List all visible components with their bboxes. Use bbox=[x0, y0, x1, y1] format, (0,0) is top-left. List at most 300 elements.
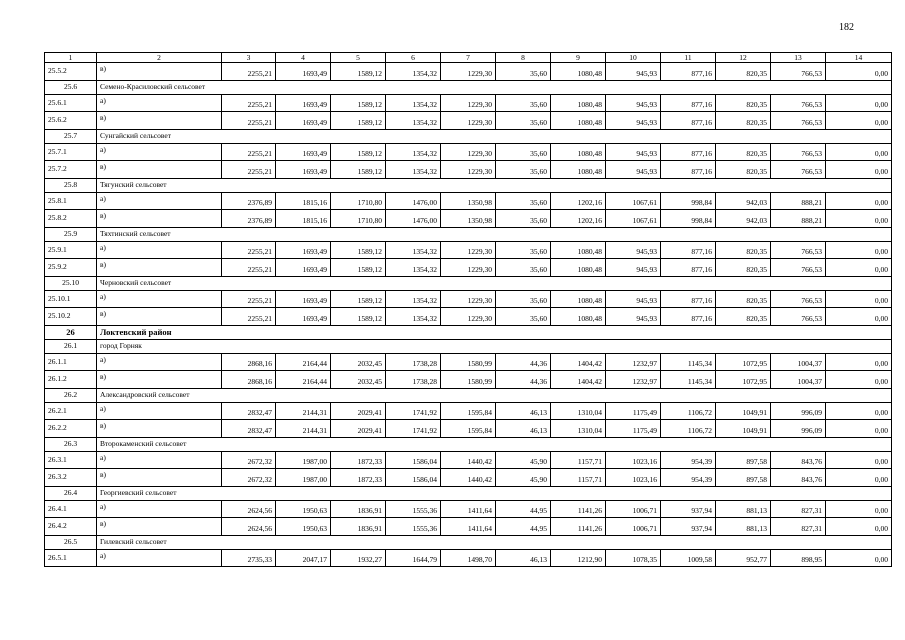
row-subitem: а) bbox=[97, 402, 222, 420]
value-cell: 1080,48 bbox=[551, 259, 606, 277]
value-cell: 1644,79 bbox=[386, 549, 441, 567]
value-cell: 46,13 bbox=[496, 549, 551, 567]
value-cell: 1310,04 bbox=[551, 402, 606, 420]
value-cell: 2255,21 bbox=[222, 112, 276, 130]
row-code: 26.1.1 bbox=[45, 353, 97, 371]
column-number-cell: 9 bbox=[551, 53, 606, 63]
value-cell: 2255,21 bbox=[222, 241, 276, 259]
value-cell: 0,00 bbox=[826, 63, 892, 81]
value-cell: 820,35 bbox=[716, 143, 771, 161]
settlement-heading-row bbox=[45, 178, 892, 192]
settlement-name: Черновский сельсовет bbox=[97, 276, 892, 290]
table-row bbox=[45, 420, 892, 438]
value-cell: 1693,49 bbox=[276, 143, 331, 161]
value-cell: 996,09 bbox=[771, 402, 826, 420]
column-number-cell: 4 bbox=[276, 53, 331, 63]
row-code: 26.2.2 bbox=[45, 420, 97, 438]
value-cell: 1589,12 bbox=[331, 290, 386, 308]
value-cell: 1229,30 bbox=[441, 259, 496, 277]
value-cell: 1080,48 bbox=[551, 161, 606, 179]
value-cell: 952,77 bbox=[716, 549, 771, 567]
table-row bbox=[45, 94, 892, 112]
value-cell: 1072,95 bbox=[716, 371, 771, 389]
value-cell: 1738,28 bbox=[386, 353, 441, 371]
value-cell: 35,60 bbox=[496, 143, 551, 161]
value-cell: 2255,21 bbox=[222, 161, 276, 179]
settlement-heading-row bbox=[45, 486, 892, 500]
value-cell: 2832,47 bbox=[222, 420, 276, 438]
row-code: 26.2 bbox=[45, 388, 97, 402]
column-number-cell: 5 bbox=[331, 53, 386, 63]
value-cell: 2047,17 bbox=[276, 549, 331, 567]
value-cell: 766,53 bbox=[771, 308, 826, 326]
value-cell: 1555,36 bbox=[386, 500, 441, 518]
value-cell: 820,35 bbox=[716, 308, 771, 326]
value-cell: 1145,34 bbox=[661, 371, 716, 389]
value-cell: 1004,37 bbox=[771, 353, 826, 371]
value-cell: 1175,49 bbox=[606, 420, 661, 438]
column-number-cell: 8 bbox=[496, 53, 551, 63]
value-cell: 1350,98 bbox=[441, 210, 496, 228]
value-cell: 35,60 bbox=[496, 308, 551, 326]
value-cell: 1498,70 bbox=[441, 549, 496, 567]
value-cell: 1023,16 bbox=[606, 469, 661, 487]
value-cell: 35,60 bbox=[496, 210, 551, 228]
value-cell: 820,35 bbox=[716, 63, 771, 81]
value-cell: 2029,41 bbox=[331, 402, 386, 420]
row-code: 26.5 bbox=[45, 535, 97, 549]
table-row bbox=[45, 161, 892, 179]
row-subitem: а) bbox=[97, 290, 222, 308]
row-subitem: в) bbox=[97, 112, 222, 130]
value-cell: 1987,00 bbox=[276, 451, 331, 469]
value-cell: 820,35 bbox=[716, 94, 771, 112]
value-cell: 1106,72 bbox=[661, 420, 716, 438]
value-cell: 0,00 bbox=[826, 518, 892, 536]
value-cell: 0,00 bbox=[826, 259, 892, 277]
value-cell: 46,13 bbox=[496, 402, 551, 420]
table-row bbox=[45, 402, 892, 420]
value-cell: 945,93 bbox=[606, 308, 661, 326]
value-cell: 1141,26 bbox=[551, 500, 606, 518]
value-cell: 35,60 bbox=[496, 63, 551, 81]
row-code: 26.3 bbox=[45, 437, 97, 451]
value-cell: 1815,16 bbox=[276, 210, 331, 228]
table-row bbox=[45, 371, 892, 389]
value-cell: 1741,92 bbox=[386, 420, 441, 438]
row-subitem: а) bbox=[97, 143, 222, 161]
value-cell: 942,03 bbox=[716, 210, 771, 228]
district-heading-row bbox=[45, 325, 892, 339]
value-cell: 820,35 bbox=[716, 112, 771, 130]
value-cell: 1354,32 bbox=[386, 241, 441, 259]
value-cell: 2029,41 bbox=[331, 420, 386, 438]
value-cell: 1354,32 bbox=[386, 143, 441, 161]
value-cell: 888,21 bbox=[771, 192, 826, 210]
row-code: 25.7.1 bbox=[45, 143, 97, 161]
column-number-cell: 6 bbox=[386, 53, 441, 63]
page-number: 182 bbox=[839, 22, 854, 33]
value-cell: 0,00 bbox=[826, 290, 892, 308]
value-cell: 1157,71 bbox=[551, 469, 606, 487]
table-row bbox=[45, 290, 892, 308]
value-cell: 1710,80 bbox=[331, 192, 386, 210]
value-cell: 1693,49 bbox=[276, 63, 331, 81]
value-cell: 1476,00 bbox=[386, 192, 441, 210]
value-cell: 1141,26 bbox=[551, 518, 606, 536]
value-cell: 44,36 bbox=[496, 353, 551, 371]
value-cell: 1411,64 bbox=[441, 518, 496, 536]
row-subitem: в) bbox=[97, 371, 222, 389]
value-cell: 44,95 bbox=[496, 500, 551, 518]
value-cell: 937,94 bbox=[661, 518, 716, 536]
value-cell: 820,35 bbox=[716, 259, 771, 277]
value-cell: 1693,49 bbox=[276, 259, 331, 277]
value-cell: 2144,31 bbox=[276, 402, 331, 420]
value-cell: 766,53 bbox=[771, 63, 826, 81]
value-cell: 766,53 bbox=[771, 94, 826, 112]
settlement-heading-row bbox=[45, 80, 892, 94]
value-cell: 2255,21 bbox=[222, 308, 276, 326]
row-code: 25.8 bbox=[45, 178, 97, 192]
value-cell: 1872,33 bbox=[331, 469, 386, 487]
value-cell: 1589,12 bbox=[331, 259, 386, 277]
value-cell: 35,60 bbox=[496, 161, 551, 179]
value-cell: 1080,48 bbox=[551, 143, 606, 161]
column-number-cell: 3 bbox=[222, 53, 276, 63]
value-cell: 1067,61 bbox=[606, 210, 661, 228]
value-cell: 35,60 bbox=[496, 192, 551, 210]
value-cell: 998,84 bbox=[661, 192, 716, 210]
row-code: 26.4 bbox=[45, 486, 97, 500]
column-number-cell: 2 bbox=[97, 53, 222, 63]
value-cell: 945,93 bbox=[606, 259, 661, 277]
value-cell: 1072,95 bbox=[716, 353, 771, 371]
value-cell: 2672,32 bbox=[222, 451, 276, 469]
row-code: 25.7 bbox=[45, 129, 97, 143]
column-number-cell: 10 bbox=[606, 53, 661, 63]
value-cell: 1836,91 bbox=[331, 500, 386, 518]
value-cell: 766,53 bbox=[771, 143, 826, 161]
value-cell: 1006,71 bbox=[606, 500, 661, 518]
value-cell: 1411,64 bbox=[441, 500, 496, 518]
value-cell: 1354,32 bbox=[386, 112, 441, 130]
value-cell: 942,03 bbox=[716, 192, 771, 210]
value-cell: 1595,84 bbox=[441, 420, 496, 438]
value-cell: 1049,91 bbox=[716, 402, 771, 420]
value-cell: 1589,12 bbox=[331, 63, 386, 81]
value-cell: 1202,16 bbox=[551, 192, 606, 210]
value-cell: 877,16 bbox=[661, 112, 716, 130]
row-subitem: а) bbox=[97, 549, 222, 567]
value-cell: 1009,58 bbox=[661, 549, 716, 567]
value-cell: 881,13 bbox=[716, 518, 771, 536]
value-cell: 1404,42 bbox=[551, 371, 606, 389]
value-cell: 1232,97 bbox=[606, 371, 661, 389]
value-cell: 35,60 bbox=[496, 259, 551, 277]
row-code: 26.2.1 bbox=[45, 402, 97, 420]
value-cell: 1212,90 bbox=[551, 549, 606, 567]
value-cell: 0,00 bbox=[826, 161, 892, 179]
settlement-heading-row bbox=[45, 535, 892, 549]
table-row bbox=[45, 63, 892, 81]
value-cell: 843,76 bbox=[771, 451, 826, 469]
row-subitem: а) bbox=[97, 353, 222, 371]
row-subitem: в) bbox=[97, 518, 222, 536]
row-code: 25.10.1 bbox=[45, 290, 97, 308]
row-code: 26.4.1 bbox=[45, 500, 97, 518]
value-cell: 1710,80 bbox=[331, 210, 386, 228]
value-cell: 1080,48 bbox=[551, 241, 606, 259]
value-cell: 1310,04 bbox=[551, 420, 606, 438]
value-cell: 1354,32 bbox=[386, 290, 441, 308]
value-cell: 1006,71 bbox=[606, 518, 661, 536]
table-row bbox=[45, 353, 892, 371]
value-cell: 843,76 bbox=[771, 469, 826, 487]
value-cell: 877,16 bbox=[661, 308, 716, 326]
settlement-heading-row bbox=[45, 276, 892, 290]
value-cell: 2624,56 bbox=[222, 500, 276, 518]
row-subitem: а) bbox=[97, 192, 222, 210]
value-cell: 1145,34 bbox=[661, 353, 716, 371]
table-row bbox=[45, 308, 892, 326]
settlement-name: Александровский сельсовет bbox=[97, 388, 892, 402]
row-subitem: в) bbox=[97, 420, 222, 438]
row-code: 25.7.2 bbox=[45, 161, 97, 179]
value-cell: 1589,12 bbox=[331, 161, 386, 179]
value-cell: 1354,32 bbox=[386, 94, 441, 112]
value-cell: 45,90 bbox=[496, 469, 551, 487]
settlement-name: Сунгайский сельсовет bbox=[97, 129, 892, 143]
value-cell: 2255,21 bbox=[222, 94, 276, 112]
value-cell: 1555,36 bbox=[386, 518, 441, 536]
table-row bbox=[45, 210, 892, 228]
value-cell: 945,93 bbox=[606, 63, 661, 81]
value-cell: 0,00 bbox=[826, 308, 892, 326]
value-cell: 2868,16 bbox=[222, 371, 276, 389]
value-cell: 2144,31 bbox=[276, 420, 331, 438]
column-number-cell: 7 bbox=[441, 53, 496, 63]
row-code: 26.1.2 bbox=[45, 371, 97, 389]
value-cell: 2376,89 bbox=[222, 210, 276, 228]
column-number-cell: 1 bbox=[45, 53, 97, 63]
row-subitem: в) bbox=[97, 63, 222, 81]
value-cell: 1354,32 bbox=[386, 161, 441, 179]
value-cell: 35,60 bbox=[496, 241, 551, 259]
value-cell: 0,00 bbox=[826, 549, 892, 567]
value-cell: 945,93 bbox=[606, 161, 661, 179]
row-code: 25.9.2 bbox=[45, 259, 97, 277]
value-cell: 0,00 bbox=[826, 469, 892, 487]
value-cell: 1836,91 bbox=[331, 518, 386, 536]
value-cell: 2255,21 bbox=[222, 290, 276, 308]
value-cell: 1693,49 bbox=[276, 290, 331, 308]
row-subitem: а) bbox=[97, 241, 222, 259]
value-cell: 945,93 bbox=[606, 143, 661, 161]
value-cell: 827,31 bbox=[771, 500, 826, 518]
value-cell: 1693,49 bbox=[276, 308, 331, 326]
value-cell: 1440,42 bbox=[441, 451, 496, 469]
value-cell: 1080,48 bbox=[551, 308, 606, 326]
value-cell: 877,16 bbox=[661, 63, 716, 81]
value-cell: 1738,28 bbox=[386, 371, 441, 389]
value-cell: 45,90 bbox=[496, 451, 551, 469]
value-cell: 2624,56 bbox=[222, 518, 276, 536]
row-code: 25.6.1 bbox=[45, 94, 97, 112]
value-cell: 0,00 bbox=[826, 353, 892, 371]
value-cell: 1229,30 bbox=[441, 290, 496, 308]
row-code: 25.8.1 bbox=[45, 192, 97, 210]
row-subitem: в) bbox=[97, 469, 222, 487]
value-cell: 1232,97 bbox=[606, 353, 661, 371]
value-cell: 1229,30 bbox=[441, 308, 496, 326]
value-cell: 1589,12 bbox=[331, 308, 386, 326]
value-cell: 766,53 bbox=[771, 112, 826, 130]
value-cell: 1693,49 bbox=[276, 112, 331, 130]
value-cell: 945,93 bbox=[606, 94, 661, 112]
settlement-name: Тяхтинский сельсовет bbox=[97, 227, 892, 241]
value-cell: 1589,12 bbox=[331, 94, 386, 112]
value-cell: 1404,42 bbox=[551, 353, 606, 371]
value-cell: 1815,16 bbox=[276, 192, 331, 210]
row-subitem: в) bbox=[97, 308, 222, 326]
value-cell: 1080,48 bbox=[551, 112, 606, 130]
table-row bbox=[45, 241, 892, 259]
settlement-heading-row bbox=[45, 129, 892, 143]
value-cell: 1354,32 bbox=[386, 259, 441, 277]
value-cell: 0,00 bbox=[826, 402, 892, 420]
settlement-heading-row bbox=[45, 227, 892, 241]
value-cell: 0,00 bbox=[826, 94, 892, 112]
column-number-cell: 14 bbox=[826, 53, 892, 63]
district-name: Локтевский район bbox=[97, 325, 892, 339]
value-cell: 1693,49 bbox=[276, 94, 331, 112]
value-cell: 1741,92 bbox=[386, 402, 441, 420]
value-cell: 1595,84 bbox=[441, 402, 496, 420]
value-cell: 35,60 bbox=[496, 94, 551, 112]
row-code: 25.5.2 bbox=[45, 63, 97, 81]
value-cell: 1157,71 bbox=[551, 451, 606, 469]
table-row bbox=[45, 469, 892, 487]
value-cell: 766,53 bbox=[771, 290, 826, 308]
row-code: 25.10.2 bbox=[45, 308, 97, 326]
value-cell: 877,16 bbox=[661, 290, 716, 308]
value-cell: 35,60 bbox=[496, 290, 551, 308]
value-cell: 1080,48 bbox=[551, 290, 606, 308]
row-code: 26.3.2 bbox=[45, 469, 97, 487]
row-code: 26 bbox=[45, 325, 97, 339]
value-cell: 1589,12 bbox=[331, 143, 386, 161]
settlement-heading-row bbox=[45, 339, 892, 353]
column-number-cell: 13 bbox=[771, 53, 826, 63]
value-cell: 877,16 bbox=[661, 94, 716, 112]
settlement-name: Георгиевский сельсовет bbox=[97, 486, 892, 500]
value-cell: 44,95 bbox=[496, 518, 551, 536]
value-cell: 877,16 bbox=[661, 143, 716, 161]
table-row bbox=[45, 500, 892, 518]
value-cell: 1049,91 bbox=[716, 420, 771, 438]
value-cell: 1440,42 bbox=[441, 469, 496, 487]
row-code: 26.4.2 bbox=[45, 518, 97, 536]
row-code: 25.10 bbox=[45, 276, 97, 290]
value-cell: 1589,12 bbox=[331, 112, 386, 130]
value-cell: 998,84 bbox=[661, 210, 716, 228]
value-cell: 945,93 bbox=[606, 290, 661, 308]
row-code: 25.9.1 bbox=[45, 241, 97, 259]
row-code: 25.8.2 bbox=[45, 210, 97, 228]
row-subitem: а) bbox=[97, 451, 222, 469]
value-cell: 1950,63 bbox=[276, 518, 331, 536]
value-cell: 35,60 bbox=[496, 112, 551, 130]
value-cell: 1106,72 bbox=[661, 402, 716, 420]
value-cell: 0,00 bbox=[826, 420, 892, 438]
value-cell: 1229,30 bbox=[441, 63, 496, 81]
row-code: 26.3.1 bbox=[45, 451, 97, 469]
row-code: 25.9 bbox=[45, 227, 97, 241]
value-cell: 888,21 bbox=[771, 210, 826, 228]
row-code: 25.6.2 bbox=[45, 112, 97, 130]
value-cell: 2032,45 bbox=[331, 353, 386, 371]
value-cell: 2255,21 bbox=[222, 259, 276, 277]
value-cell: 0,00 bbox=[826, 371, 892, 389]
column-number-header bbox=[45, 53, 892, 63]
value-cell: 897,58 bbox=[716, 469, 771, 487]
value-cell: 881,13 bbox=[716, 500, 771, 518]
value-cell: 766,53 bbox=[771, 259, 826, 277]
value-cell: 827,31 bbox=[771, 518, 826, 536]
tariff-table bbox=[44, 52, 892, 567]
value-cell: 1229,30 bbox=[441, 143, 496, 161]
value-cell: 1580,99 bbox=[441, 371, 496, 389]
value-cell: 996,09 bbox=[771, 420, 826, 438]
value-cell: 0,00 bbox=[826, 192, 892, 210]
row-subitem: а) bbox=[97, 500, 222, 518]
value-cell: 1229,30 bbox=[441, 112, 496, 130]
value-cell: 1693,49 bbox=[276, 161, 331, 179]
value-cell: 46,13 bbox=[496, 420, 551, 438]
value-cell: 1586,04 bbox=[386, 469, 441, 487]
value-cell: 1932,27 bbox=[331, 549, 386, 567]
table-row bbox=[45, 112, 892, 130]
column-number-cell: 11 bbox=[661, 53, 716, 63]
row-code: 26.5.1 bbox=[45, 549, 97, 567]
value-cell: 877,16 bbox=[661, 241, 716, 259]
value-cell: 897,58 bbox=[716, 451, 771, 469]
value-cell: 1202,16 bbox=[551, 210, 606, 228]
value-cell: 820,35 bbox=[716, 241, 771, 259]
value-cell: 2255,21 bbox=[222, 143, 276, 161]
table-row bbox=[45, 451, 892, 469]
value-cell: 2832,47 bbox=[222, 402, 276, 420]
value-cell: 945,93 bbox=[606, 112, 661, 130]
value-cell: 1067,61 bbox=[606, 192, 661, 210]
settlement-name: город Горняк bbox=[97, 339, 892, 353]
value-cell: 2672,32 bbox=[222, 469, 276, 487]
value-cell: 945,93 bbox=[606, 241, 661, 259]
value-cell: 1078,35 bbox=[606, 549, 661, 567]
value-cell: 954,39 bbox=[661, 451, 716, 469]
value-cell: 2255,21 bbox=[222, 63, 276, 81]
value-cell: 0,00 bbox=[826, 112, 892, 130]
value-cell: 0,00 bbox=[826, 451, 892, 469]
value-cell: 1872,33 bbox=[331, 451, 386, 469]
value-cell: 44,36 bbox=[496, 371, 551, 389]
value-cell: 1350,98 bbox=[441, 192, 496, 210]
row-code: 25.6 bbox=[45, 80, 97, 94]
value-cell: 1229,30 bbox=[441, 161, 496, 179]
table-row bbox=[45, 549, 892, 567]
value-cell: 820,35 bbox=[716, 161, 771, 179]
